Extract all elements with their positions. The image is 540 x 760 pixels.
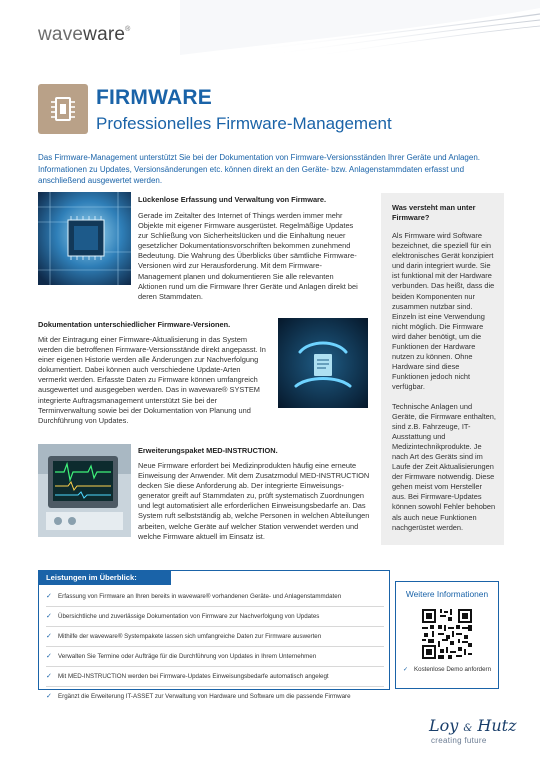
medical-device-image (38, 444, 131, 537)
demo-request-link[interactable]: ✓ Kostenlose Demo anfordern (403, 666, 492, 673)
leistungen-box (38, 570, 390, 700)
circuit-board-image (38, 192, 131, 285)
check-icon: ✓ (46, 613, 52, 620)
list-item: ✓ Ergänzt die Erweiterung IT-ASSET zur Verwaltung von Hardware und Software um die passende Firmware (46, 693, 351, 700)
sidebar-paragraph: Als Firmware wird Software bezeichnet, die speziell für ein elektronisches Gerät konzipiert und darin integriert wurde. Sie ist funktional mit der Hardware verbunden. Das heißt, dass die beiden Komponenten nur zusammen nutzbar sind. Einzeln ist eine Verwendung nicht möglich. Die Firmware wird daher benötigt, um die Funktionen der Hardware nutzen zu können. Ohne Hardware sind diese Funktionen jedoch nicht verfügbar. (392, 231, 495, 392)
check-icon: ✓ (46, 693, 52, 700)
qr-code-icon[interactable] (422, 609, 472, 659)
waveware-logo: waveware® (38, 24, 131, 45)
section-3-text: Neue Firmware erfordert bei Medizinprodukten häufig eine erneute Einweisung der Anwender. Mit dem Zusatzmodul MED-INSTRUCTION decken Sie diese Anforderung ab. Der integrierte Einweisungs-generator greift auf Stammdaten zu, prüft systematisch Zuordnungen und legt automatisiert alle erforderlichen Einweisungsbedarfe an. Das System ruft selbstständig ab, welche Personen in welchen Abteilungen arbeiten, welche Geräte auf welcher Station verwendet werden und welche Firmware aktuell im Einsatz ist. (138, 461, 370, 541)
section-1-title: Lückenlose Erfassung und Verwaltung von Firmware. (138, 195, 327, 204)
page-subtitle: Professionelles Firmware-Management (96, 114, 392, 133)
intro-text: Das Firmware-Management unterstützt Sie bei der Dokumentation von Firmware-Versionsständen Ihrer Geräte und Anlagen. Informationen zu Updates, Versionsänderungen etc. können direkt an den Geräte- bzw. Anlagenstammdaten erfasst und anschließend ausgewertet werden. (38, 153, 480, 185)
firmware-info-sidebar (381, 193, 504, 545)
section-2-text: Mit der Eintragung einer Firmware-Aktualisierung in das System werden die betroffenen Firmware-Versionsstände direkt angepasst. In einer eigenen Historie werden alle Änderungen zur Nachverfolgung dokumentiert. Dabei können auch verschiedene Update-Arten vermerkt werden. Erfasste Daten zu Firmware können umfangreich ausgewertet und ausgegeben werden. Das in waveware® SYSTEM integrierte Auftragsmanagement unterstützt Sie bei der Terminverwaltung sowie bei der Dokumentation von Planung und Durchführung von Updates. (38, 335, 266, 425)
sidebar-paragraph: Technische Anlagen und Geräte, die Firmware enthalten, sind z.B. Fahrzeuge, IT-Ausstattung und Medizintechnikprodukte. Je nach Art des Geräts sind im Laufe der Zeit Aktualisierungen der Firmware notwendig. Diese gehen meist vom Hersteller aus. Bei Firmware-Updates können sowohl Fehler behoben als auch neue Funktionen nachgerüstet werden. (392, 401, 496, 532)
page-title: FIRMWARE (96, 86, 212, 109)
section-1-text: Gerade im Zeitalter des Internet of Things werden immer mehr Objekte mit eigener Firmware ausgerüstet. Regelmäßige Updates zur Schließung von Sicherheitslücken und die Einhaltung neuer gesetzlicher Dokumentationsvorschriften bekommen zunehmend Bedeutung. Die Wahrung des Überblicks über sämtliche Firmware-Versionen wird zur Herausforderung. Mit dem Firmware-Management planen und dokumentieren Sie alle relevanten Aktionen rund um die Firmware Ihrer Geräte und Anlagen direkt bei deren Stammdaten. (138, 211, 358, 301)
check-icon: ✓ (403, 666, 409, 673)
list-item: ✓ Verwalten Sie Termine oder Aufträge für die Durchführung von Updates in Ihrem Unternehmen (46, 653, 384, 667)
section-2-title: Dokumentation unterschiedlicher Firmware-Versionen. (38, 320, 231, 329)
hands-document-image (278, 318, 368, 408)
list-item: ✓ Mit MED-INSTRUCTION werden bei Firmware-Updates Einweisungsbedarfe automatisch angelegt (46, 673, 384, 687)
check-icon: ✓ (46, 633, 52, 640)
logo-tagline: creating future (431, 736, 487, 745)
loy-hutz-logo: Loy & Hutz (429, 716, 517, 735)
leistungen-list (46, 593, 384, 712)
weitere-informationen-box (395, 581, 499, 689)
list-item: ✓ Mithilfe der waveware® Systempakete lassen sich umfangreiche Daten zur Firmware auswerten (46, 633, 384, 647)
chip-icon (38, 84, 88, 134)
list-item: ✓ Übersichtliche und zuverlässige Dokumentation von Firmware zur Nachverfolgung von Updates (46, 613, 384, 627)
leistungen-title: Leistungen im Überblick: (39, 571, 171, 585)
section-3-title: Erweiterungspaket MED-INSTRUCTION. (138, 446, 278, 455)
check-icon: ✓ (46, 673, 52, 680)
check-icon: ✓ (46, 653, 52, 660)
list-item: ✓ Erfassung von Firmware an Ihren bereits in waveware® vorhandenen Geräte- und Anlagenstammdaten (46, 593, 384, 607)
check-icon: ✓ (46, 593, 52, 600)
sidebar-title: Was versteht man unter Firmware? (392, 203, 476, 222)
weitere-title: Weitere Informationen (405, 589, 489, 599)
